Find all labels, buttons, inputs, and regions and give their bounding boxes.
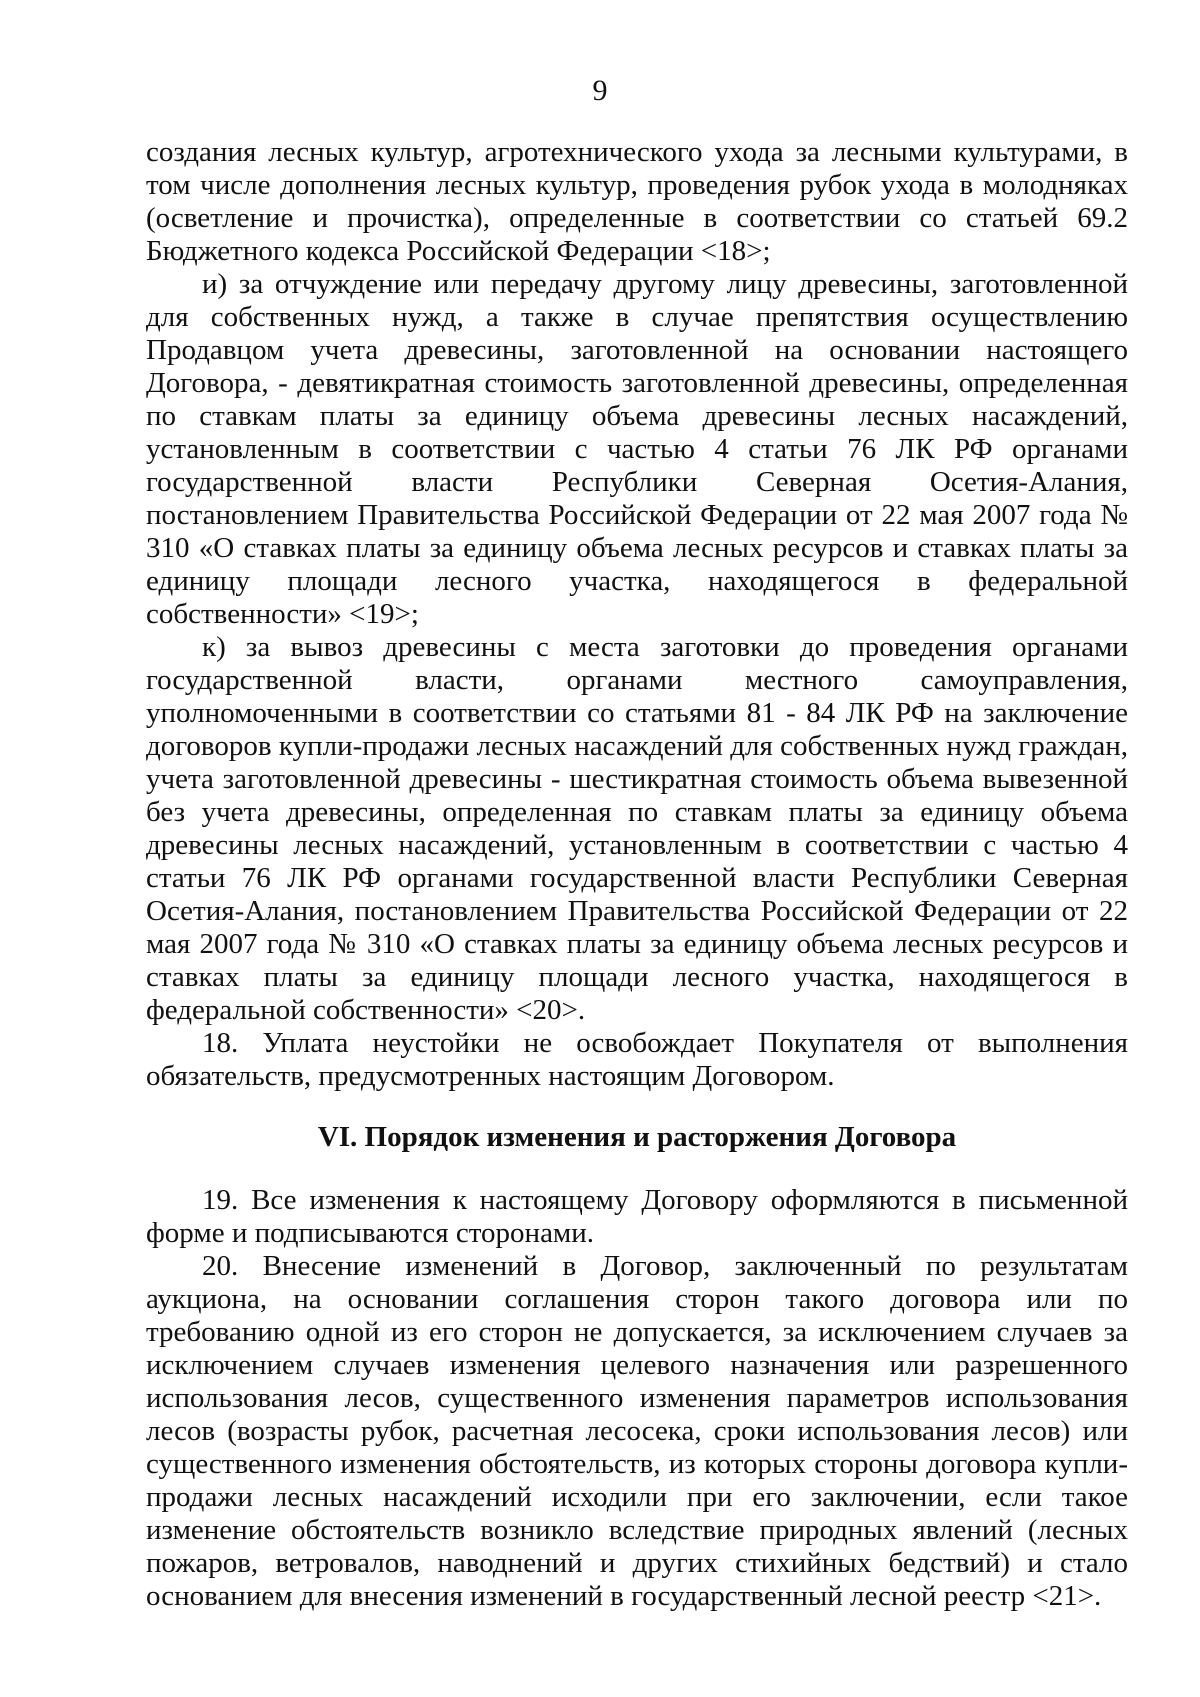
paragraph-18: 18. Уплата неустойки не освобождает Покупателя от выполнения обязательств, предусмотренных настоящим Договором. — [146, 1027, 1128, 1092]
page-number: 9 — [592, 74, 608, 107]
paragraph-20: 20. Внесение изменений в Договор, заключенный по результатам аукциона, на основании соглашения сторон такого договора или по требованию одной из его сторон не допускается, за исключением случаев за исключением случаев изменения целевого назначения или разрешенного использования лесов, существенного изменения параметров использования лесов (возрасты рубок, расчетная лесосека, сроки использования лесов) или существенного изменения обстоятельств, из которых стороны договора купли-продажи лесных насаждений исходили при его заключении, если такое изменение обстоятельств возникло вследствие природных явлений (лесных пожаров, ветровалов, наводнений и других стихийных бедствий) и стало основанием для внесения изменений в государственный лесной реестр <21>. — [146, 1250, 1128, 1612]
document-body — [146, 136, 1128, 1613]
paragraph-continuation: создания лесных культур, агротехнического ухода за лесными культурами, в том числе дополнения лесных культур, проведения рубок ухода в молодняках (осветление и прочистка), определенные в соответствии со статьей 69.2 Бюджетного кодекса Российской Федерации <18>; — [146, 136, 1128, 267]
paragraph-item-k: к) за вывоз древесины с места заготовки до проведения органами государственной власти, органами местного самоуправления, уполномоченными в соответствии со статьями 81 - 84 ЛК РФ на заключение договоров купли-продажи лесных насаждений для собственных нужд граждан, учета заготовленной древесины - шестикратная стоимость объема вывезенной без учета древесины, определенная по ставкам платы за единицу объема древесины лесных насаждений, установленным в соответствии с частью 4 статьи 76 ЛК РФ органами государственной власти Республики Северная Осетия-Алания, постановлением Правительства Российской Федерации от 22 мая 2007 года № 310 «О ставках платы за единицу объема лесных ресурсов и ставках платы за единицу площади лесного участка, находящегося в федеральной собственности» <20>. — [146, 631, 1128, 1026]
section-heading: VI. Порядок изменения и расторжения Договора — [317, 1121, 957, 1153]
paragraph-19: 19. Все изменения к настоящему Договору оформляются в письменной форме и подписываются сторонами. — [146, 1184, 1128, 1249]
paragraph-item-i: и) за отчуждение или передачу другому лицу древесины, заготовленной для собственных нужд, а также в случае препятствия осуществлению Продавцом учета древесины, заготовленной на основании настоящего Договора, - девятикратная стоимость заготовленной древесины, определенная по ставкам платы за единицу объема древесины лесных насаждений, установленным в соответствии с частью 4 статьи 76 ЛК РФ органами государственной власти Республики Северная Осетия-Алания, постановлением Правительства Российской Федерации от 22 мая 2007 года № 310 «О ставках платы за единицу объема лесных ресурсов и ставках платы за единицу площади лесного участка, находящегося в федеральной собственности» <19>; — [146, 268, 1128, 630]
